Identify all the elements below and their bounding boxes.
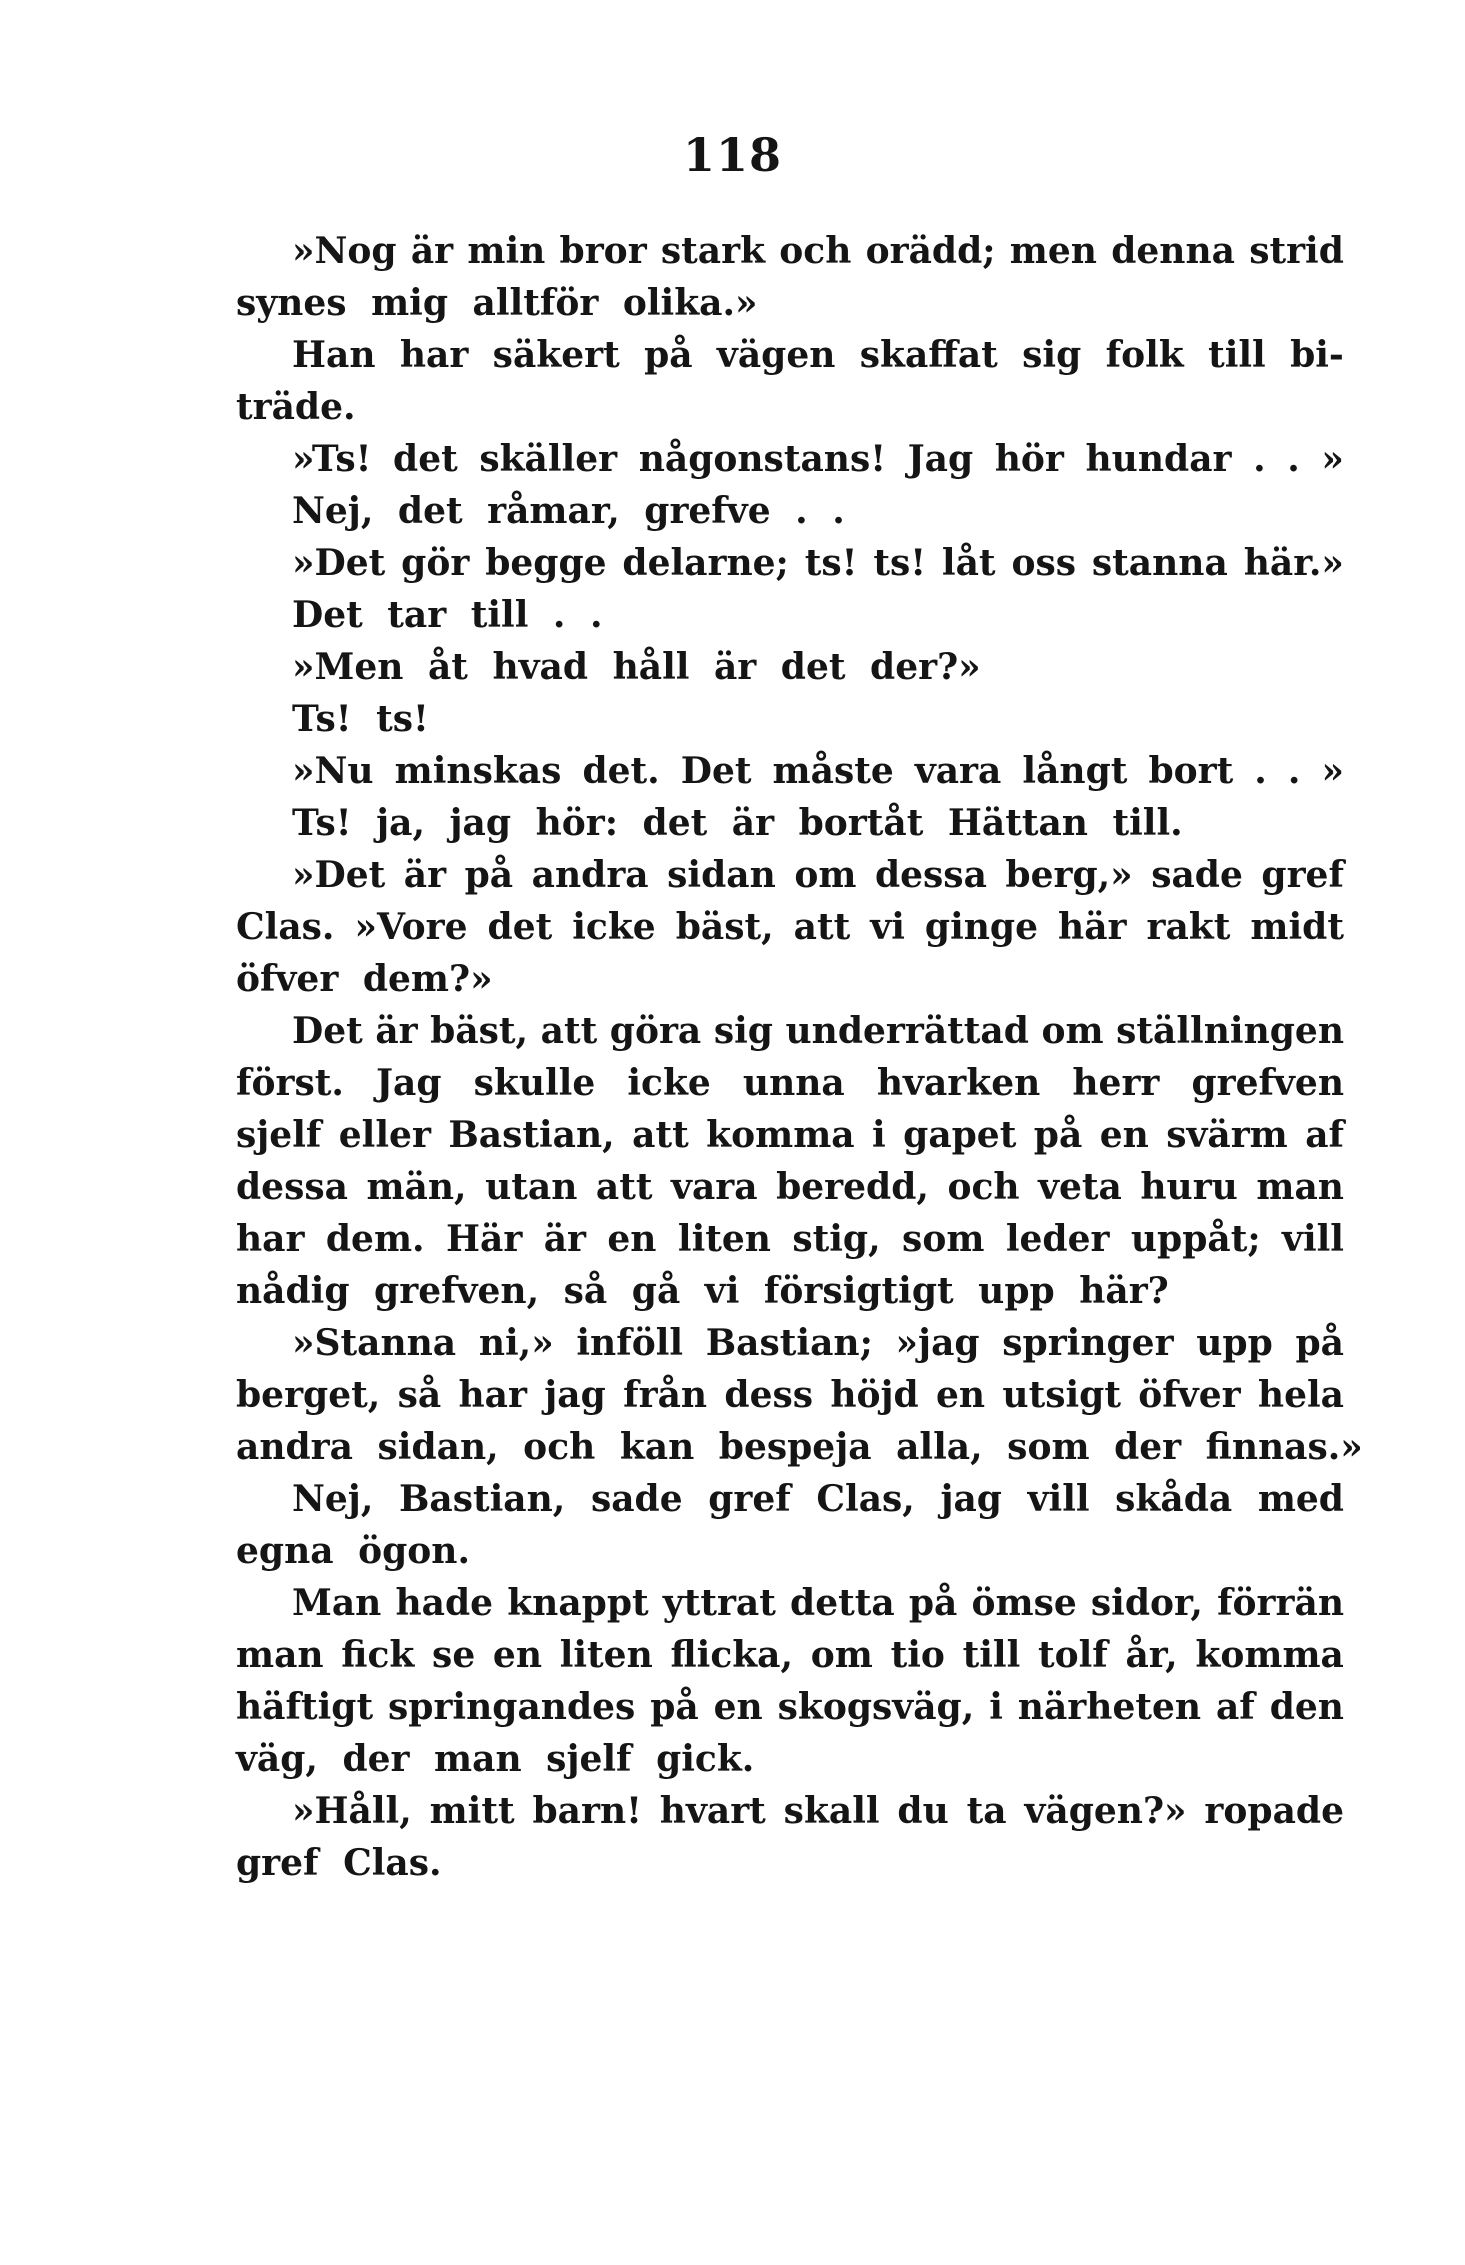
word: fick: [341, 1634, 415, 1676]
word: rakt: [1146, 906, 1231, 948]
page-body-text: [236, 225, 1363, 1889]
text-line: [236, 1577, 1344, 1629]
text-line: Ts! ts!: [292, 698, 429, 740]
word: dessa: [874, 854, 987, 896]
word: häftigt: [236, 1686, 374, 1728]
word: af: [1215, 1686, 1255, 1728]
word: man: [236, 1634, 324, 1676]
word: stark: [660, 230, 766, 272]
word: folk: [1105, 334, 1184, 376]
word: på: [908, 1582, 958, 1624]
word: höjd: [830, 1374, 919, 1416]
word: hela: [1257, 1374, 1344, 1416]
text-line: [236, 329, 1344, 381]
word: skall: [783, 1790, 880, 1832]
word: och: [779, 230, 852, 272]
word: öfver: [1138, 1374, 1241, 1416]
word: flicka,: [670, 1634, 794, 1676]
word: den: [1269, 1686, 1344, 1728]
word: bort: [1148, 750, 1234, 792]
word: .: [1287, 438, 1300, 480]
word: Han: [292, 334, 376, 376]
word: stanna: [1091, 542, 1228, 584]
word: »: [1321, 750, 1344, 792]
word: grefven: [1191, 1062, 1344, 1104]
word: är: [543, 1218, 586, 1260]
word: unna: [742, 1062, 845, 1104]
word: »Nu: [292, 750, 374, 792]
word: sidor,: [1090, 1582, 1203, 1624]
word: tio: [890, 1634, 945, 1676]
word: herr: [1072, 1062, 1160, 1104]
word: att: [595, 1166, 653, 1208]
word: gör: [401, 542, 470, 584]
word: knappt: [507, 1582, 649, 1624]
word: orädd;: [865, 230, 996, 272]
word: hundar: [1085, 438, 1232, 480]
text-line: [236, 1109, 1344, 1161]
word: bror: [559, 230, 647, 272]
word: midt: [1250, 906, 1344, 948]
word: begge: [485, 542, 607, 584]
word: bi-: [1290, 334, 1344, 376]
word: låt: [941, 542, 996, 584]
word: en: [607, 1218, 657, 1260]
word: upp: [1196, 1322, 1273, 1364]
word: komma: [706, 1114, 855, 1156]
word: inföll: [576, 1322, 684, 1364]
word: skäller: [479, 438, 618, 480]
word: jag: [940, 1478, 1002, 1520]
text-line: träde.: [236, 386, 356, 428]
text-line: nådig grefven, så gå vi försigtigt upp här?: [236, 1270, 1169, 1312]
word: ömse: [971, 1582, 1077, 1624]
text-line: Det tar till . .: [292, 594, 603, 636]
word: från: [623, 1374, 708, 1416]
word: en: [936, 1374, 986, 1416]
word: sjelf: [236, 1114, 322, 1156]
word: är: [375, 1010, 418, 1052]
page-number: 118: [682, 128, 783, 182]
word: »: [1321, 438, 1344, 480]
word: springandes: [388, 1686, 636, 1728]
word: det: [393, 438, 458, 480]
word: på: [464, 854, 514, 896]
word: af: [1305, 1114, 1344, 1156]
word: vill: [1027, 1478, 1090, 1520]
text-line: Ts! ja, jag hör: det är bortåt Hättan till.: [292, 802, 1183, 844]
word: är: [403, 854, 447, 896]
text-line: »Men åt hvad håll är det der?»: [292, 646, 981, 688]
word: hvarken: [876, 1062, 1041, 1104]
word: Bastian,: [398, 1478, 566, 1520]
word: komma: [1195, 1634, 1344, 1676]
word: en: [492, 1634, 542, 1676]
word: Man: [292, 1582, 382, 1624]
word: bäst,: [430, 1010, 529, 1052]
word: så: [397, 1374, 442, 1416]
word: .: [1254, 750, 1267, 792]
word: leder: [1005, 1218, 1110, 1260]
word: har: [458, 1374, 527, 1416]
word: skåda: [1115, 1478, 1233, 1520]
word: icke: [572, 906, 656, 948]
word: på: [650, 1686, 699, 1728]
word: »Det: [292, 542, 386, 584]
text-line: [236, 1785, 1344, 1837]
word: beredd,: [776, 1166, 929, 1208]
word: berget,: [236, 1374, 381, 1416]
word: huru: [1140, 1166, 1238, 1208]
word: »Stanna: [292, 1322, 457, 1364]
word: är: [410, 230, 454, 272]
word: Clas.: [236, 906, 335, 948]
word: liten: [559, 1634, 653, 1676]
word: »Det: [292, 854, 386, 896]
word: år,: [1125, 1634, 1178, 1676]
word: du: [897, 1790, 949, 1832]
word: jag: [544, 1374, 606, 1416]
word: på: [1033, 1114, 1083, 1156]
word: underrättad: [785, 1010, 1029, 1052]
word: sig: [713, 1010, 773, 1052]
word: i: [872, 1114, 886, 1156]
word: sade: [590, 1478, 683, 1520]
word: .: [1287, 750, 1301, 792]
word: barn!: [532, 1790, 642, 1832]
word: gref: [708, 1478, 791, 1520]
text-line: andra sidan, och kan bespeja alla, som der finnas.»: [236, 1426, 1363, 1468]
word: Det: [292, 1010, 363, 1052]
word: ropade: [1204, 1790, 1344, 1832]
word: »jag: [895, 1322, 980, 1364]
word: hade: [395, 1582, 494, 1624]
text-line: [236, 1681, 1344, 1733]
word: Bastian,: [448, 1114, 615, 1156]
word: gref: [1261, 854, 1344, 896]
word: vill: [1282, 1218, 1344, 1260]
word: man: [1256, 1166, 1344, 1208]
word: stig,: [792, 1218, 881, 1260]
word: dessa: [236, 1166, 348, 1208]
word: och: [947, 1166, 1020, 1208]
text-line: egna ögon.: [236, 1530, 471, 1572]
text-line: [236, 1473, 1344, 1525]
word: andra: [531, 854, 649, 896]
word: Jag: [907, 438, 974, 480]
word: en: [713, 1686, 763, 1728]
word: det.: [582, 750, 660, 792]
word: män,: [366, 1166, 467, 1208]
word: bäst,: [675, 906, 774, 948]
word: en: [1099, 1114, 1149, 1156]
word: här.»: [1243, 542, 1344, 584]
text-line: [236, 901, 1344, 953]
word: ts!: [873, 542, 927, 584]
word: vägen: [716, 334, 836, 376]
word: sidan: [667, 854, 776, 896]
word: hör: [994, 438, 1064, 480]
word: springer: [1002, 1322, 1174, 1364]
word: om: [1041, 1010, 1104, 1052]
word: ställningen: [1116, 1010, 1344, 1052]
word: måste: [772, 750, 894, 792]
word: minskas: [394, 750, 562, 792]
word: vara: [671, 1166, 758, 1208]
word: dem.: [325, 1218, 425, 1260]
text-line: [236, 1369, 1344, 1421]
text-line: [236, 433, 1344, 485]
word: »Håll,: [292, 1790, 412, 1832]
word: strid: [1249, 230, 1344, 272]
word: Jag: [376, 1062, 442, 1104]
word: Här: [445, 1218, 523, 1260]
text-line: [236, 745, 1344, 797]
word: skogsväg,: [777, 1686, 975, 1728]
word: vägen?»: [1024, 1790, 1187, 1832]
word: förrän: [1217, 1582, 1344, 1624]
word: skulle: [473, 1062, 596, 1104]
text-line: [236, 537, 1344, 589]
word: hvart: [659, 1790, 766, 1832]
word: eller: [338, 1114, 431, 1156]
text-line: gref Clas.: [236, 1842, 442, 1884]
word: har: [236, 1218, 305, 1260]
word: har: [399, 334, 469, 376]
word: dess: [724, 1374, 814, 1416]
word: Clas,: [816, 1478, 915, 1520]
word: om: [810, 1634, 873, 1676]
word: »Nog: [292, 230, 397, 272]
word: uppåt;: [1130, 1218, 1261, 1260]
word: att: [540, 1010, 598, 1052]
word: Nej,: [292, 1478, 374, 1520]
word: med: [1257, 1478, 1344, 1520]
word: ni,»: [478, 1322, 554, 1364]
word: yttrat: [662, 1582, 776, 1624]
word: på: [1295, 1322, 1344, 1364]
word: någonstans!: [638, 438, 887, 480]
word: ta: [966, 1790, 1007, 1832]
word: men: [1009, 230, 1097, 272]
word: »Ts!: [292, 438, 372, 480]
word: närheten: [1017, 1686, 1202, 1728]
word: skaffat: [859, 334, 998, 376]
text-line: Nej, det råmar, grefve . .: [292, 490, 845, 532]
word: mitt: [429, 1790, 515, 1832]
word: sade: [1151, 854, 1243, 896]
text-line: väg, der man sjelf gick.: [236, 1738, 755, 1780]
word: delarne;: [622, 542, 789, 584]
word: vara: [914, 750, 1002, 792]
word: säkert: [492, 334, 620, 376]
word: om: [794, 854, 857, 896]
text-line: [236, 1317, 1344, 1369]
word: här: [1058, 906, 1127, 948]
word: utan: [485, 1166, 578, 1208]
word: se: [432, 1634, 476, 1676]
word: Bastian;: [705, 1322, 873, 1364]
word: detta: [790, 1582, 895, 1624]
word: ginge: [924, 906, 1038, 948]
word: som: [902, 1218, 985, 1260]
word: sig: [1022, 334, 1082, 376]
text-line: synes mig alltför olika.»: [236, 282, 758, 324]
text-line: [236, 849, 1344, 901]
word: denna: [1111, 230, 1235, 272]
word: tolf: [1037, 1634, 1108, 1676]
word: gapet: [903, 1114, 1017, 1156]
text-line: öfver dem?»: [236, 958, 493, 1000]
text-line: [236, 1161, 1344, 1213]
word: göra: [609, 1010, 702, 1052]
word: veta: [1038, 1166, 1122, 1208]
text-line: [236, 1629, 1344, 1681]
word: i: [989, 1686, 1003, 1728]
word: min: [467, 230, 546, 272]
word: vi: [870, 906, 905, 948]
text-line: [236, 225, 1344, 277]
word: oss: [1011, 542, 1076, 584]
word: det: [487, 906, 553, 948]
text-line: [236, 1057, 1344, 1109]
word: först.: [236, 1062, 344, 1104]
word: berg,»: [1005, 854, 1133, 896]
text-line: [236, 1005, 1344, 1057]
text-line: [236, 1213, 1344, 1265]
word: att: [632, 1114, 689, 1156]
word: svärm: [1166, 1114, 1288, 1156]
word: »Vore: [354, 906, 468, 948]
word: Det: [680, 750, 752, 792]
word: långt: [1022, 750, 1128, 792]
word: icke: [627, 1062, 711, 1104]
word: liten: [677, 1218, 771, 1260]
word: utsigt: [1002, 1374, 1121, 1416]
word: till: [962, 1634, 1021, 1676]
word: till: [1208, 334, 1266, 376]
word: på: [644, 334, 693, 376]
word: att: [793, 906, 851, 948]
word: ts!: [804, 542, 858, 584]
word: .: [1253, 438, 1266, 480]
